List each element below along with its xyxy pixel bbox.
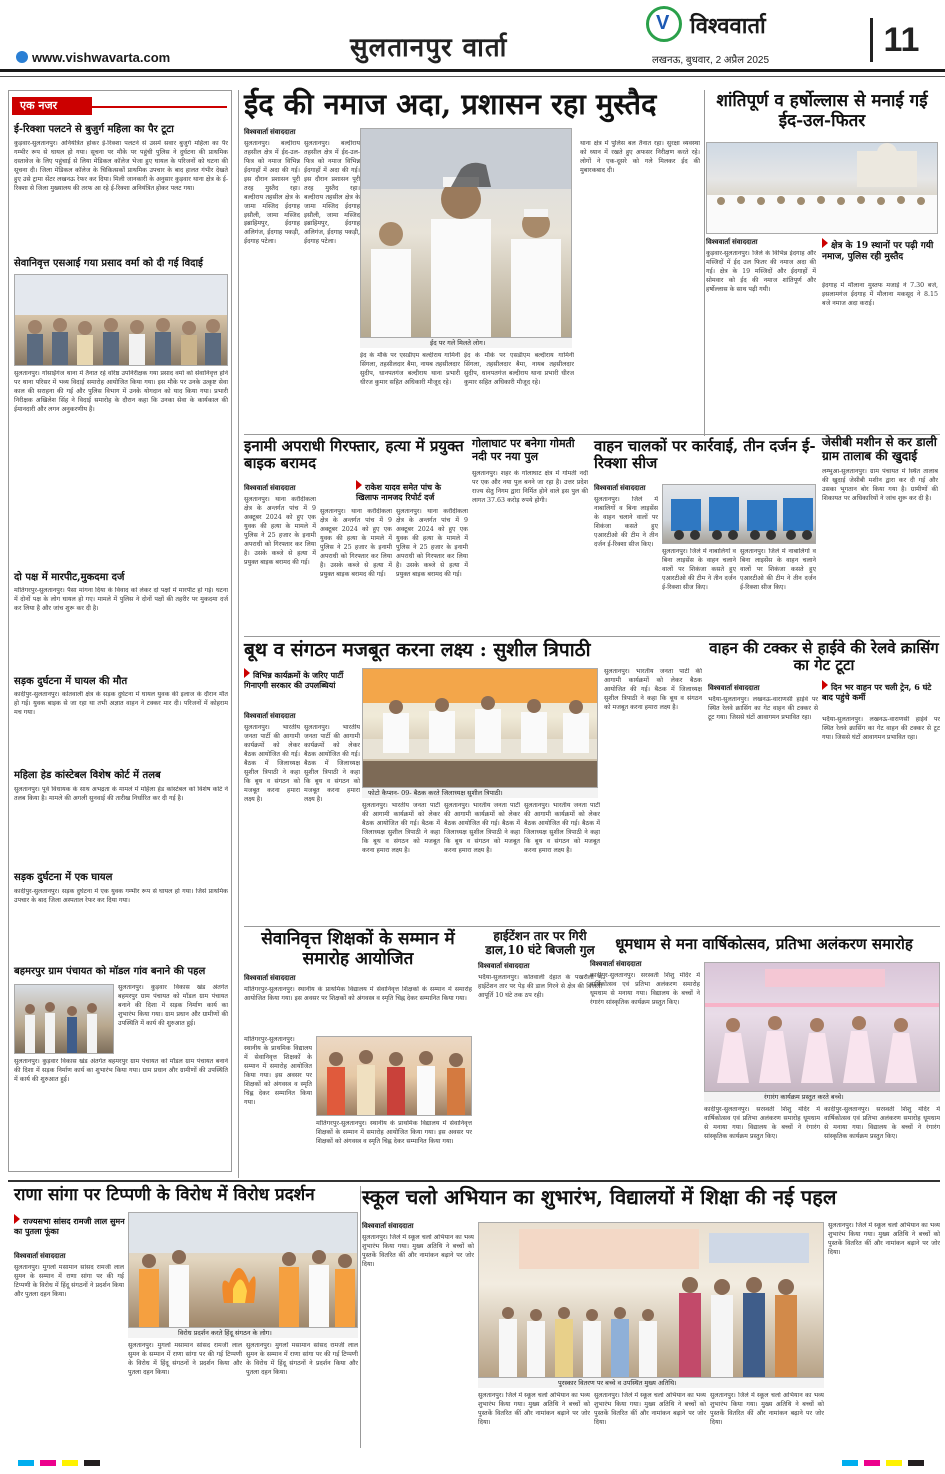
story4-headline: सड़क दुर्घटना में घायल की मौत — [14, 676, 128, 687]
story7-headline: बहमरपुर ग्राम पंचायत को मॉडल गांव बनाने की पहल — [14, 966, 206, 977]
jcb-body: लम्भुआ-सुलतानपुर। ग्राम पंचायत में स्थित तालाब की खुदाई जेसीबी मशीन द्वारा कर दी गई और उसका भूगतान बोर किया गया है। ग्रामीणों की शिकायत पर अधिकारियों ने जांच शुरू कर दी है। — [822, 468, 938, 502]
sevanivritt-headline: सेवानिवृत्त शिक्षकों के सम्मान में समारोह आयोजित — [261, 929, 455, 969]
story7-body-a: सुलतानपुर। कुड़वार विकास खंड अंतर्गत बहमरपुर ग्राम पंचायत को मॉडल ग्राम पंचायत बनाने की दिशा में सड़क निर्माण कार्य का शुभारंभ किया गया। ग्राम प्रधान और ग्रामीणों की उपस्थिति में कार्य की शुरुआत हुई। — [118, 984, 228, 1027]
column-rule — [360, 1186, 361, 1448]
red-bullet-icon — [822, 680, 828, 690]
school-headline: स्कूल चलो अभियान का शुभारंभ, विद्यालयों में शिक्षा की नई पहल — [362, 1185, 837, 1209]
sevanivritt-byline: विश्ववार्ता संवाददाता — [244, 975, 296, 982]
gomti-headline: गोलाघाट पर बनेगा गोमती नदी पर नया पुल — [472, 437, 575, 463]
railway-side-headline-text: दिन भर वाहन पर चली ट्रेन, 6 घंटे बाद पहुंचे कर्मी — [822, 682, 932, 703]
brand-logo-letter: V — [656, 12, 670, 34]
shantipurna-photo-art — [707, 143, 938, 234]
masthead-rule — [0, 76, 945, 77]
registration-swatch — [886, 1460, 902, 1466]
school-photo-caption: पुरस्कार वितरण पर बच्चे व उपस्थित मुख्य अतिथि। — [478, 1378, 824, 1388]
gomti-body: सुलतानपुर। शहर के गोलाघाट क्षेत्र में गोमती नदी पर एक और नया पुल बनने जा रहा है। उत्तर प्रदेश राज्य सेतु निगम द्वारा निर्मित होने वाले इस पुल की लागत 37.63 करोड़ रुपये होगी। — [472, 470, 588, 504]
vahan-photo-art — [663, 485, 816, 544]
railway-headline: वाहन की टक्कर से हाईवे की रेलवे क्रासिंग का गेट टूटा — [709, 639, 939, 675]
registration-swatch — [84, 1460, 100, 1466]
booth-headline: बूथ व संगठन मजबूत करना लक्ष्य : सुशील त्रिपाठी — [244, 639, 591, 661]
rana-byline: विश्ववार्ता संवाददाता — [14, 1253, 66, 1260]
school-byline: विश्ववार्ता संवाददाता — [362, 1223, 414, 1230]
story5-body: सुलतानपुर। पूर्व विधायक के साथ अभद्रता के मामले में महिला हेड कांस्टेबल को विशेष कोर्ट ने तलब किया है। मामले की अगली सुनवाई की तारीख निर्धारित कर दी गई है। — [14, 786, 228, 802]
page-number: 11 — [870, 18, 930, 62]
sevanivritt-photo-art — [317, 1037, 472, 1116]
red-bullet-icon — [822, 238, 828, 248]
story7-photo — [14, 984, 114, 1054]
registration-swatch — [40, 1460, 56, 1466]
story2-photo-art — [15, 275, 228, 366]
inami-side-headline — [356, 480, 466, 504]
eid-body-col3: ईद के मौके पर एसडीएम बल्दीराय गामिनी सिंगला, तहसीलदार बैमा, नायब तहसीलदार सुदीप, धानपतगंज बल्दीराय थाना प्रभारी धीरज कुमार सहित अधिकारी मौजूद रहे। — [360, 352, 460, 386]
railway-body-col2: भदैया-सुलतानपुर। लखनऊ-वाराणसी हाईवे पर स्थित रेलवे क्रासिंग का गेट वाहन की टक्कर से टूट गया। जिससे घंटों आवागमन प्रभावित रहा। — [822, 716, 940, 741]
story3-body: मोतिगरपुर-सुलतानपुर। पैसा मांगना दिया के विवाद को लेकर दो पक्षों में मारपीट हो गई। घटना में दोनों पक्ष के लोग घायल हो गए। मामले में पुलिस ने दोनों पक्षों की तहरीर पर मुकदमा दर्ज कर लिया है और जांच शुरू कर दी है। — [14, 587, 228, 612]
rana-photo-art — [129, 1213, 358, 1328]
booth-side-headline — [244, 668, 356, 708]
varshikotsav-headline: धूमधाम से मना वार्षिकोत्सव, प्रतिभा अलंकरण समारोह — [615, 935, 913, 953]
school-photo-art — [479, 1223, 824, 1378]
varshikotsav-photo — [704, 962, 940, 1092]
inami-body-col3: सुलतानपुर। थाना करौदीकला क्षेत्र के अन्तर्गत पांच में 9 अक्टूबर 2024 को हुए एक युवक की हत्या के मामले में पुलिस ने 25 हजार के इनामी अपराधी को गिरफ्तार कर लिया है। उसके कब्जे से हत्या में प्रयुक्त बाइक बरामद की गई। — [396, 508, 468, 578]
rana-photo — [128, 1212, 358, 1328]
ek-najar-label: एक नजर — [12, 97, 92, 115]
shantipurna-byline: विश्ववार्ता संवाददाता — [706, 239, 758, 246]
booth-body-col5: सुलतानपुर। भारतीय जनता पार्टी की आगामी कार्यक्रमों को लेकर बैठक आयोजित की गई। बैठक में जिलाध्यक्ष सुशील त्रिपाठी ने कहा कि बूथ व संगठन को मजबूत करना हमारा लक्ष्य है। — [524, 802, 600, 854]
rana-headline: राणा सांगा पर टिप्पणी के विरोध में विरोध प्रदर्शन — [14, 1185, 315, 1205]
sevanivritt-photo — [316, 1036, 472, 1116]
rana-body-col3: सुलतानपुर। मुगलों मसामान सांसद रामजी लाल सुमन के सम्मान में राणा सांगा पर की गई टिप्पणी के विरोध में हिंदू संगठनों ने प्रदर्शन किया और पुतला दहन किया। — [246, 1342, 358, 1376]
varshikotsav-photo-caption: रंगारंग कार्यक्रम प्रस्तुत करते बच्चे। — [704, 1092, 940, 1102]
school-body-col1: सुलतानपुर। जिले में स्कूल चलो अभियान का भव्य शुभारंभ किया गया। मुख्य अतिथि ने बच्चों को पुस्तकें वितरित कीं और नामांकन बढ़ाने पर जोर दिया। — [362, 1234, 474, 1268]
column-rule — [238, 90, 239, 1178]
story3-headline: दो पक्ष में मारपीट,मुकदमा दर्ज — [14, 572, 125, 583]
section-title: सुलतानपुर वार्ता — [350, 33, 508, 63]
booth-photo — [362, 668, 598, 788]
vahan-body-col2: सुलतानपुर। जिले में नाबालिगों व बिना लाइसेंस के वाहन चलाने वालों पर शिकंजा कसते हुए एआरटीओ की टीम ने तीन दर्जन ई-रिक्शा सीज किए। — [662, 548, 736, 591]
inami-body-col2: सुलतानपुर। थाना करौदीकला क्षेत्र के अन्तर्गत पांच में 9 अक्टूबर 2024 को हुए एक युवक की हत्या के मामले में पुलिस ने 25 हजार के इनामी अपराधी को गिरफ्तार कर लिया है। उसके कब्जे से हत्या में प्रयुक्त बाइक बरामद की गई। — [320, 508, 392, 578]
vahan-byline: विश्ववार्ता संवाददाता — [594, 485, 646, 492]
story6-body: कादीपुर-सुलतानपुर। सड़क दुर्घटना में एक युवक गम्भीर रूप से घायल हो गया। जिसे प्राथमिक उपचार के बाद जिला अस्पताल रेफर कर दिया गया। — [14, 888, 228, 904]
booth-photo-caption: फोटो कैप्शन- 09- बैठक करते जिलाध्यक्ष सुशील त्रिपाठी। — [362, 788, 598, 798]
red-bullet-icon — [14, 1214, 20, 1224]
varshikotsav-body-c: कादीपुर-सुलतानपुर। सरस्वती शिशु मंदिर में वार्षिकोत्सव एवं प्रतिभा अलंकरण समारोह धूमधाम से मनाया गया। विद्यालय के बच्चों ने रंगारंग सांस्कृतिक कार्यक्रम प्रस्तुत किए। — [824, 1106, 940, 1140]
bottom-section-rule — [8, 1180, 940, 1182]
eid-body-col2: सुलतानपुर। बल्दीराय तहसील क्षेत्र में ईद-उल-फित्र को नमाज विभिन्न ईदगाहों में अदा की गई। इस दौरान प्रशासन पूरी तरह मुस्तैद रहा। बल्दीराय तहसील क्षेत्र के जामा मस्जिद ईदगाह इसौली, जामा मस्जिद इब्राहिमपुर, ईदगाह अलिगंज, ईदगाह पकड़ी, ईदगाह पटेला। — [304, 140, 360, 246]
story2-headline: सेवानिवृत्त एसआई गया प्रसाद वर्मा को दी गई विदाई — [14, 258, 203, 269]
registration-bar — [0, 1452, 945, 1474]
rana-side-headline-text: राज्यसभा सांसद रामजी लाल सुमन का पुतला फूंका — [14, 1216, 125, 1237]
booth-body-col2: सुलतानपुर। भारतीय जनता पार्टी की आगामी कार्यक्रमों को लेकर बैठक आयोजित की गई। बैठक में जिलाध्यक्ष सुशील त्रिपाठी ने कहा कि बूथ व संगठन को मजबूत करना हमारा लक्ष्य है। — [304, 724, 360, 803]
story5-headline: महिला हेड कांस्टेबल विशेष कोर्ट में तलब — [14, 770, 161, 781]
story1-body: कुड़वार-सुलतानपुर। अनियंत्रित होकर ई-रिक्शा पलटने से उसमें सवार बुजुर्ग महिला का पैर गम्भीर रूप से घायल हो गया। सूचना पर मौके पर पहुंची पुलिस ने दुर्घटना की प्राथमिक दस्तावेज के लिए पहुंचाई से लिया मेडिकल कॉलेज भेजा हुए घायल के परिजनों को घटना की सूचना दी। जिला मेडिकल कॉलेज के चिकित्सकों प्राथमिक उपचार के बाद हालत गंभीर देखते हुए उसे ट्रामा सेंटर लखनऊ रेफर कर दिया। मिली जानकारी के अनुसार कुड़वार थाना क्षेत्र के ई-रिक्शा से जिला मुख्यालय की तरफ आ रहे ई-रिक्शा अनियंत्रित होकर पलट गया। — [14, 140, 228, 192]
booth-body-col6: सुलतानपुर। भारतीय जनता पार्टी की आगामी कार्यक्रमों को लेकर बैठक आयोजित की गई। बैठक में जिलाध्यक्ष सुशील त्रिपाठी ने कहा कि बूथ व संगठन को मजबूत करना हमारा लक्ष्य है। — [604, 668, 702, 711]
railway-byline: विश्ववार्ता संवाददाता — [708, 685, 760, 692]
row-rule — [244, 926, 940, 927]
eid-headline: ईद की नमाज अदा, प्रशासन रहा मुस्तैद — [244, 87, 657, 121]
vahan-body-col1: सुलतानपुर। जिले में नाबालिगों व बिना लाइसेंस के वाहन चलाने वालों पर शिकंजा कसते हुए एआरटीओ की टीम ने तीन दर्जन ई-रिक्शा सीज किए। — [594, 496, 658, 548]
registration-swatch — [62, 1460, 78, 1466]
vahan-headline: वाहन चालकों पर कार्रवाई, तीन दर्जन ई-रिक्शा सीज — [594, 437, 816, 473]
story1-headline: ई-रिक्शा पलटने से बुजुर्ग महिला का पैर टूटा — [14, 124, 174, 135]
varshikotsav-byline: विश्ववार्ता संवाददाता — [590, 961, 642, 968]
shantipurna-body: कुड़वार-सुलतानपुर। जिले के विभिन्न ईदगाह और मस्जिदों में ईद उल फितर की नमाज अदा की गई। क्षेत्र के 19 मस्जिदों और ईदगाहों में सोमवार को ईद की नमाज शांतिपूर्ण और हर्षोल्लास के साथ पढ़ी गयी। — [706, 250, 816, 293]
dateline: लखनऊ, बुधवार, 2 अप्रैल 2025 — [652, 55, 770, 66]
rana-body-col2: सुलतानपुर। मुगलों मसामान सांसद रामजी लाल सुमन के सम्मान में राणा सांगा पर की गई टिप्पणी के विरोध में हिंदू संगठनों ने प्रदर्शन किया और पुतला दहन किया। — [128, 1342, 242, 1376]
story6-headline: सड़क दुर्घटना में एक घायल — [14, 872, 113, 883]
rana-side-headline — [14, 1214, 126, 1244]
school-photo — [478, 1222, 824, 1378]
story4-body: कादीपुर-सुलतानपुर। कोतवाली क्षेत्र के सड़क दुर्घटना में घायल युवक की इलाज के दौरान मौत हो गई। युवक बाइक से जा रहा था तभी अज्ञात वाहन ने टक्कर मार दी। परिजनों में कोहराम मच गया। — [14, 691, 228, 716]
railway-body-col1: भदैया-सुलतानपुर। लखनऊ-वाराणसी हाईवे पर स्थित रेलवे क्रासिंग का गेट वाहन की टक्कर से टूट गया। जिससे घंटों आवागमन प्रभावित रहा। — [708, 696, 818, 721]
booth-body-col3: सुलतानपुर। भारतीय जनता पार्टी की आगामी कार्यक्रमों को लेकर बैठक आयोजित की गई। बैठक में जिलाध्यक्ष सुशील त्रिपाठी ने कहा कि बूथ व संगठन को मजबूत करना हमारा लक्ष्य है। — [362, 802, 440, 854]
globe-icon — [16, 51, 28, 63]
shantipurna-side-headline-text: क्षेत्र के 19 स्थानों पर पढ़ी गयी नमाज, पुलिस रही मुस्तैद — [822, 241, 934, 263]
row-rule — [244, 434, 940, 435]
school-body-col3: सुलतानपुर। जिले में स्कूल चलो अभियान का भव्य शुभारंभ किया गया। मुख्य अतिथि ने बच्चों को पुस्तकें वितरित कीं और नामांकन बढ़ाने पर जोर दिया। — [594, 1392, 706, 1426]
booth-side-headline-text: विभिन्न कार्यक्रमों के जरिए पार्टी गिनाएगी सरकार की उपलब्धियां — [244, 670, 344, 691]
row-rule — [244, 636, 940, 637]
story2-photo — [14, 274, 228, 366]
eid-photo — [360, 128, 572, 338]
sevanivritt-body-c: मोतिगरपुर-सुलतानपुर। स्थानीय के प्राथमिक विद्यालय में सेवानिवृत्त शिक्षकों के सम्मान में समारोह आयोजित किया गया। इस अवसर पर शिक्षकों को अंगवस्त्र व स्मृति चिह्न देकर सम्मानित किया गया। — [316, 1120, 472, 1145]
rana-photo-caption: विरोध प्रदर्शन करते हिंदू संगठन के लोग। — [128, 1328, 358, 1338]
brand-name: विश्ववार्ता — [690, 13, 766, 39]
booth-photo-art — [363, 669, 598, 788]
rana-body-col1: सुलतानपुर। मुगलों मसामान सांसद रामजी लाल सुमन के सम्मान में राणा सांगा पर की गई टिप्पणी के विरोध में हिंदू संगठनों ने प्रदर्शन किया और पुतला दहन किया। — [14, 1264, 124, 1298]
hightension-body: भदैया-सुलतानपुर। कोतवाली देहात के पखरौली में हाईटेंशन तार पर पेड़ की डाल गिरने से क्षेत्र की बिजली आपूर्ति 10 घंटे तक ठप रही। — [478, 974, 602, 999]
eid-byline: विश्ववार्ता संवाददाता — [244, 129, 296, 136]
ek-najar-rule — [92, 106, 227, 108]
site-url-text: www.vishwavarta.com — [32, 50, 171, 65]
vahan-photo — [662, 484, 816, 544]
varshikotsav-body-b: कादीपुर-सुलतानपुर। सरस्वती शिशु मंदिर में वार्षिकोत्सव एवं प्रतिभा अलंकरण समारोह धूमधाम से मनाया गया। विद्यालय के बच्चों ने रंगारंग सांस्कृतिक कार्यक्रम प्रस्तुत किए। — [704, 1106, 820, 1140]
sevanivritt-body-b: मोतिगरपुर-सुलतानपुर। स्थानीय के प्राथमिक विद्यालय में सेवानिवृत्त शिक्षकों के सम्मान में समारोह आयोजित किया गया। इस अवसर पर शिक्षकों को अंगवस्त्र व स्मृति चिह्न देकर सम्मानित किया गया। — [244, 1036, 312, 1106]
school-body-col4: सुलतानपुर। जिले में स्कूल चलो अभियान का भव्य शुभारंभ किया गया। मुख्य अतिथि ने बच्चों को पुस्तकें वितरित कीं और नामांकन बढ़ाने पर जोर दिया। — [710, 1392, 824, 1426]
inami-headline: इनामी अपराधी गिरफ्तार, हत्या में प्रयुक्त बाइक बरामद — [244, 437, 464, 473]
story2-body: सुलतानपुर। गोसाईंगंज थाना में तैनात रहे वरिष्ठ उपनिरीक्षक गया प्रसाद वर्मा को सेवानिवृत्त होने पर थाना परिसर में भव्य विदाई समारोह आयोजित किया गया। इस मौके पर उनके उत्कृष्ट सेवा काल की सराहना की गई और पुलिस विभाग में उनके योगदान को याद किया गया। प्रभारी निरीक्षक अखिलेश सिंह ने विदाई समारोह के दौरान कहा कि उनका सेवा के कार्यकाल की ईमानदारी और लगन अनुकरणीय है। — [14, 370, 228, 413]
school-body-col2: सुलतानपुर। जिले में स्कूल चलो अभियान का भव्य शुभारंभ किया गया। मुख्य अतिथि ने बच्चों को पुस्तकें वितरित कीं और नामांकन बढ़ाने पर जोर दिया। — [478, 1392, 590, 1426]
booth-byline: विश्ववार्ता संवाददाता — [244, 713, 296, 720]
booth-body-col4: सुलतानपुर। भारतीय जनता पार्टी की आगामी कार्यक्रमों को लेकर बैठक आयोजित की गई। बैठक में जिलाध्यक्ष सुशील त्रिपाठी ने कहा कि बूथ व संगठन को मजबूत करना हमारा लक्ष्य है। — [444, 802, 520, 854]
sevanivritt-body-a: मोतिगरपुर-सुलतानपुर। स्थानीय के प्राथमिक विद्यालय में सेवानिवृत्त शिक्षकों के सम्मान में समारोह आयोजित किया गया। इस अवसर पर शिक्षकों को अंगवस्त्र व स्मृति चिह्न देकर सम्मानित किया गया। — [244, 986, 472, 1002]
varshikotsav-body-a: कादीपुर-सुलतानपुर। सरस्वती शिशु मंदिर में वार्षिकोत्सव एवं प्रतिभा अलंकरण समारोह धूमधाम से मनाया गया। विद्यालय के बच्चों ने रंगारंग सांस्कृतिक कार्यक्रम प्रस्तुत किए। — [590, 972, 700, 1006]
railway-side-headline — [822, 680, 940, 714]
hightension-headline: हाईटेंशन तार पर गिरी डाल,10 घंटे बिजली गुल — [485, 929, 595, 957]
registration-swatch — [18, 1460, 34, 1466]
registration-swatch — [908, 1460, 924, 1466]
inami-side-headline-text: राकेश यादव समेत पांच के खिलाफ नामजद रिपोर्ट दर्ज — [356, 482, 442, 503]
booth-body-col1: सुलतानपुर। भारतीय जनता पार्टी की आगामी कार्यक्रमों को लेकर बैठक आयोजित की गई। बैठक में जिलाध्यक्ष सुशील त्रिपाठी ने कहा कि बूथ व संगठन को मजबूत करना हमारा लक्ष्य है। — [244, 724, 300, 803]
red-bullet-icon — [244, 668, 250, 678]
eid-photo-caption: ईद पर गले मिलते लोग। — [360, 338, 572, 348]
school-body-col5: सुलतानपुर। जिले में स्कूल चलो अभियान का भव्य शुभारंभ किया गया। मुख्य अतिथि ने बच्चों को पुस्तकें वितरित कीं और नामांकन बढ़ाने पर जोर दिया। — [828, 1222, 940, 1256]
red-bullet-icon — [356, 480, 362, 490]
story7-body-b: सुलतानपुर। कुड़वार विकास खंड अंतर्गत बहमरपुर ग्राम पंचायत को मॉडल ग्राम पंचायत बनाने की दिशा में सड़क निर्माण कार्य का शुभारंभ किया गया। ग्राम प्रधान और ग्रामीणों की उपस्थिति में कार्य की शुरुआत हुई। — [14, 1058, 228, 1083]
hightension-byline: विश्ववार्ता संवाददाता — [478, 963, 530, 970]
vahan-body-col3: सुलतानपुर। जिले में नाबालिगों व बिना लाइसेंस के वाहन चलाने वालों पर शिकंजा कसते हुए एआरटीओ की टीम ने तीन दर्जन ई-रिक्शा सीज किए। — [740, 548, 816, 591]
eid-body-col4: ईद के मौके पर एसडीएम बल्दीराय गामिनी सिंगला, तहसीलदार बैमा, नायब तहसीलदार सुदीप, धानपतगंज बल्दीराय थाना प्रभारी धीरज कुमार सहित अधिकारी मौजूद रहे। — [464, 352, 574, 386]
shantipurna-headline: शांतिपूर्ण व हर्षोल्लास से मनाई गई ईद-उल-फितर — [716, 91, 928, 131]
eid-body-col5: थाना क्षेत्र में पुलिस बल तैनात रहा। सुरक्षा व्यवस्था को ध्यान में रखते हुए अफसर निरीक्षण करते रहे। लोगों ने एक-दूसरे को गले मिलकर ईद की मुबारकबाद दी। — [580, 140, 700, 174]
inami-byline: विश्ववार्ता संवाददाता — [244, 485, 296, 492]
jcb-headline: जेसीबी मशीन से कर डाली ग्राम तालाब की खुदाई — [822, 435, 937, 463]
column-rule — [704, 90, 705, 436]
registration-swatch — [864, 1460, 880, 1466]
story7-photo-art — [15, 985, 114, 1054]
registration-swatch — [842, 1460, 858, 1466]
shantipurna-side-headline — [822, 238, 938, 280]
inami-body-col1: सुलतानपुर। थाना करौदीकला क्षेत्र के अन्तर्गत पांच में 9 अक्टूबर 2024 को हुए एक युवक की हत्या के मामले में पुलिस ने 25 हजार के इनामी अपराधी को गिरफ्तार कर लिया है। उसके कब्जे से हत्या में प्रयुक्त बाइक बरामद की गई। — [244, 496, 316, 566]
eid-body-col1: सुलतानपुर। बल्दीराय तहसील क्षेत्र में ईद-उल-फित्र को नमाज विभिन्न ईदगाहों में अदा की गई। इस दौरान प्रशासन पूरी तरह मुस्तैद रहा। बल्दीराय तहसील क्षेत्र के जामा मस्जिद ईदगाह इसौली, जामा मस्जिद इब्राहिमपुर, ईदगाह अलिगंज, ईदगाह पकड़ी, ईदगाह पटेला। — [244, 140, 300, 246]
shantipurna-photo — [706, 142, 938, 234]
eid-photo-art — [361, 129, 572, 338]
site-url[interactable] — [16, 50, 170, 65]
shantipurna-side-body: ईदगाह में मौलाना मुस्तफ मजाई ने 7.30 बजे, इसलामगंज ईदगाह में मौलाना मकसूद ने 8.15 बजे नमाज अदा कराई। — [822, 282, 938, 307]
varshikotsav-photo-art — [705, 963, 940, 1092]
